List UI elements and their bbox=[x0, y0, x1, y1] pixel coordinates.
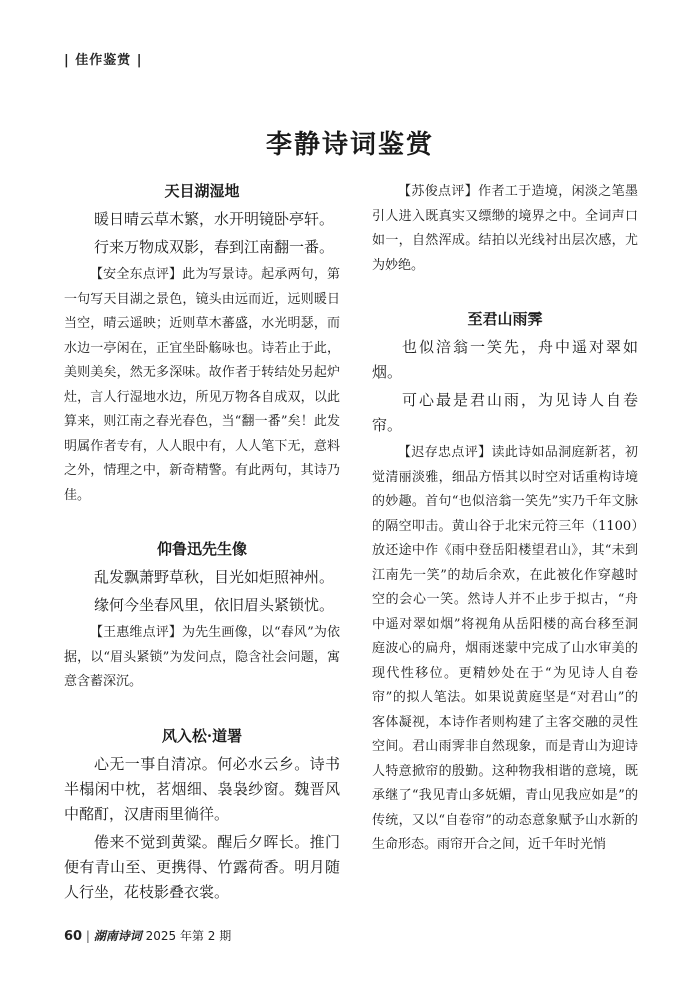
poem-comment: 【安全东点评】此为写景诗。起承两句，第一句写天目湖之景色，镜头由远而近，远则暖日当空，晴云遥映；近则草木蕃盛，水光明瑟，而水边一亭闲在，正宜坐卧觞咏也。诗若止于此，美则美矣，然无多深味。故作者于转结处另起炉灶，言人行湿地水边，所见万物各自成双，以此算来，则江南之春光春色，当“翻一番”矣！此发明属作者专有，人人眼中有，人人笔下无，意料之外，情理之中，新奇精警。有此两句，其诗乃佳。 bbox=[64, 267, 340, 503]
page-footer bbox=[64, 927, 231, 944]
poem-line: 心无一事自清凉。何必水云乡。诗书半榻闲中枕，茗烟细、袅袅纱窗。魏晋风中酩酊，汉唐雨里徜徉。 bbox=[64, 754, 340, 823]
poem-line: 暖日晴云草木繁，水开明镜卧亭轩。 bbox=[94, 210, 335, 228]
issue-label: 2025 年第 2 期 bbox=[145, 929, 232, 943]
poem-line: 行来万物成双影，春到江南翻一番。 bbox=[94, 238, 335, 256]
poem-title: 天目湖湿地 bbox=[164, 182, 240, 200]
left-column bbox=[64, 180, 340, 908]
poem-line: 缘何今坐春风里，依旧眉头紧锁忧。 bbox=[94, 596, 335, 614]
poem-comment: 【苏俊点评】作者工于造境，闲淡之笔墨引人进入既真实又缥缈的境界之中。全词声口如一，自然浑成。结拍以光线衬出层次感，尤为妙绝。 bbox=[372, 184, 638, 273]
poem-title: 至君山雨霁 bbox=[467, 310, 543, 328]
poem-line: 乱发飘萧野草秋，目光如炬照神州。 bbox=[94, 568, 335, 586]
poem-block bbox=[372, 308, 638, 858]
poem-block bbox=[64, 180, 340, 508]
right-column bbox=[372, 180, 638, 858]
poem-line: 可心最是君山雨，为见诗人自卷帘。 bbox=[372, 391, 638, 434]
poem-title: 仰鲁迅先生像 bbox=[156, 540, 247, 558]
poem-block-continued bbox=[372, 180, 638, 278]
page-title: 李静诗词鉴赏 bbox=[265, 130, 434, 160]
poem-block bbox=[64, 538, 340, 695]
poem-line: 也似涪翁一笑先，舟中遥对翠如烟。 bbox=[372, 338, 638, 381]
poem-title: 风入松·道署 bbox=[161, 726, 243, 745]
poem-block bbox=[64, 725, 340, 905]
poem-comment: 【王惠维点评】为先生画像，以“春风”为依据，以“眉头紧锁”为发问点，隐含社会问题，寓意含蓄深沉。 bbox=[64, 625, 340, 689]
poem-comment: 【迟存忠点评】读此诗如品洞庭新茗，初觉清丽淡雅，细品方悟其以时空对话重构诗境的妙趣。首句“也似涪翁一笑先”实乃千年文脉的隔空叩击。黄山谷于北宋元符三年（1100）放还途中作《雨中登岳阳楼望君山》，其“未到江南先一笑”的劫后余欢，在此被化作穿越时空的会心一笑。然诗人并不止步于拟古，“舟中遥对翠如烟”将视角从岳阳楼的高台移至洞庭波心的扁舟，烟雨迷蒙中完成了山水审美的现代性移位。更精妙处在于“为见诗人自卷帘”的拟人笔法。如果说黄庭坚是“对君山”的客体凝视，本诗作者则构建了主客交融的灵性空间。君山雨霁非自然现象，而是青山为迎诗人特意掀帘的殷勤。这种物我相谐的意境，既承继了“我见青山多妩媚，青山见我应如是”的传统，又以“自卷帘”的动态意象赋予山水新的生命形态。雨帘开合之间，近千年时光悄 bbox=[372, 445, 638, 852]
poem-line: 倦来不觉到黄粱。醒后夕晖长。推门便有青山至、更携得、竹露荷香。明月随人行坐，花枝影叠衣裳。 bbox=[64, 832, 340, 901]
page-number: 60 bbox=[64, 929, 83, 944]
footer-separator: | bbox=[85, 929, 90, 943]
section-tag: | 佳作鉴赏 | bbox=[64, 53, 143, 68]
magazine-name: 湖南诗词 bbox=[93, 929, 142, 943]
